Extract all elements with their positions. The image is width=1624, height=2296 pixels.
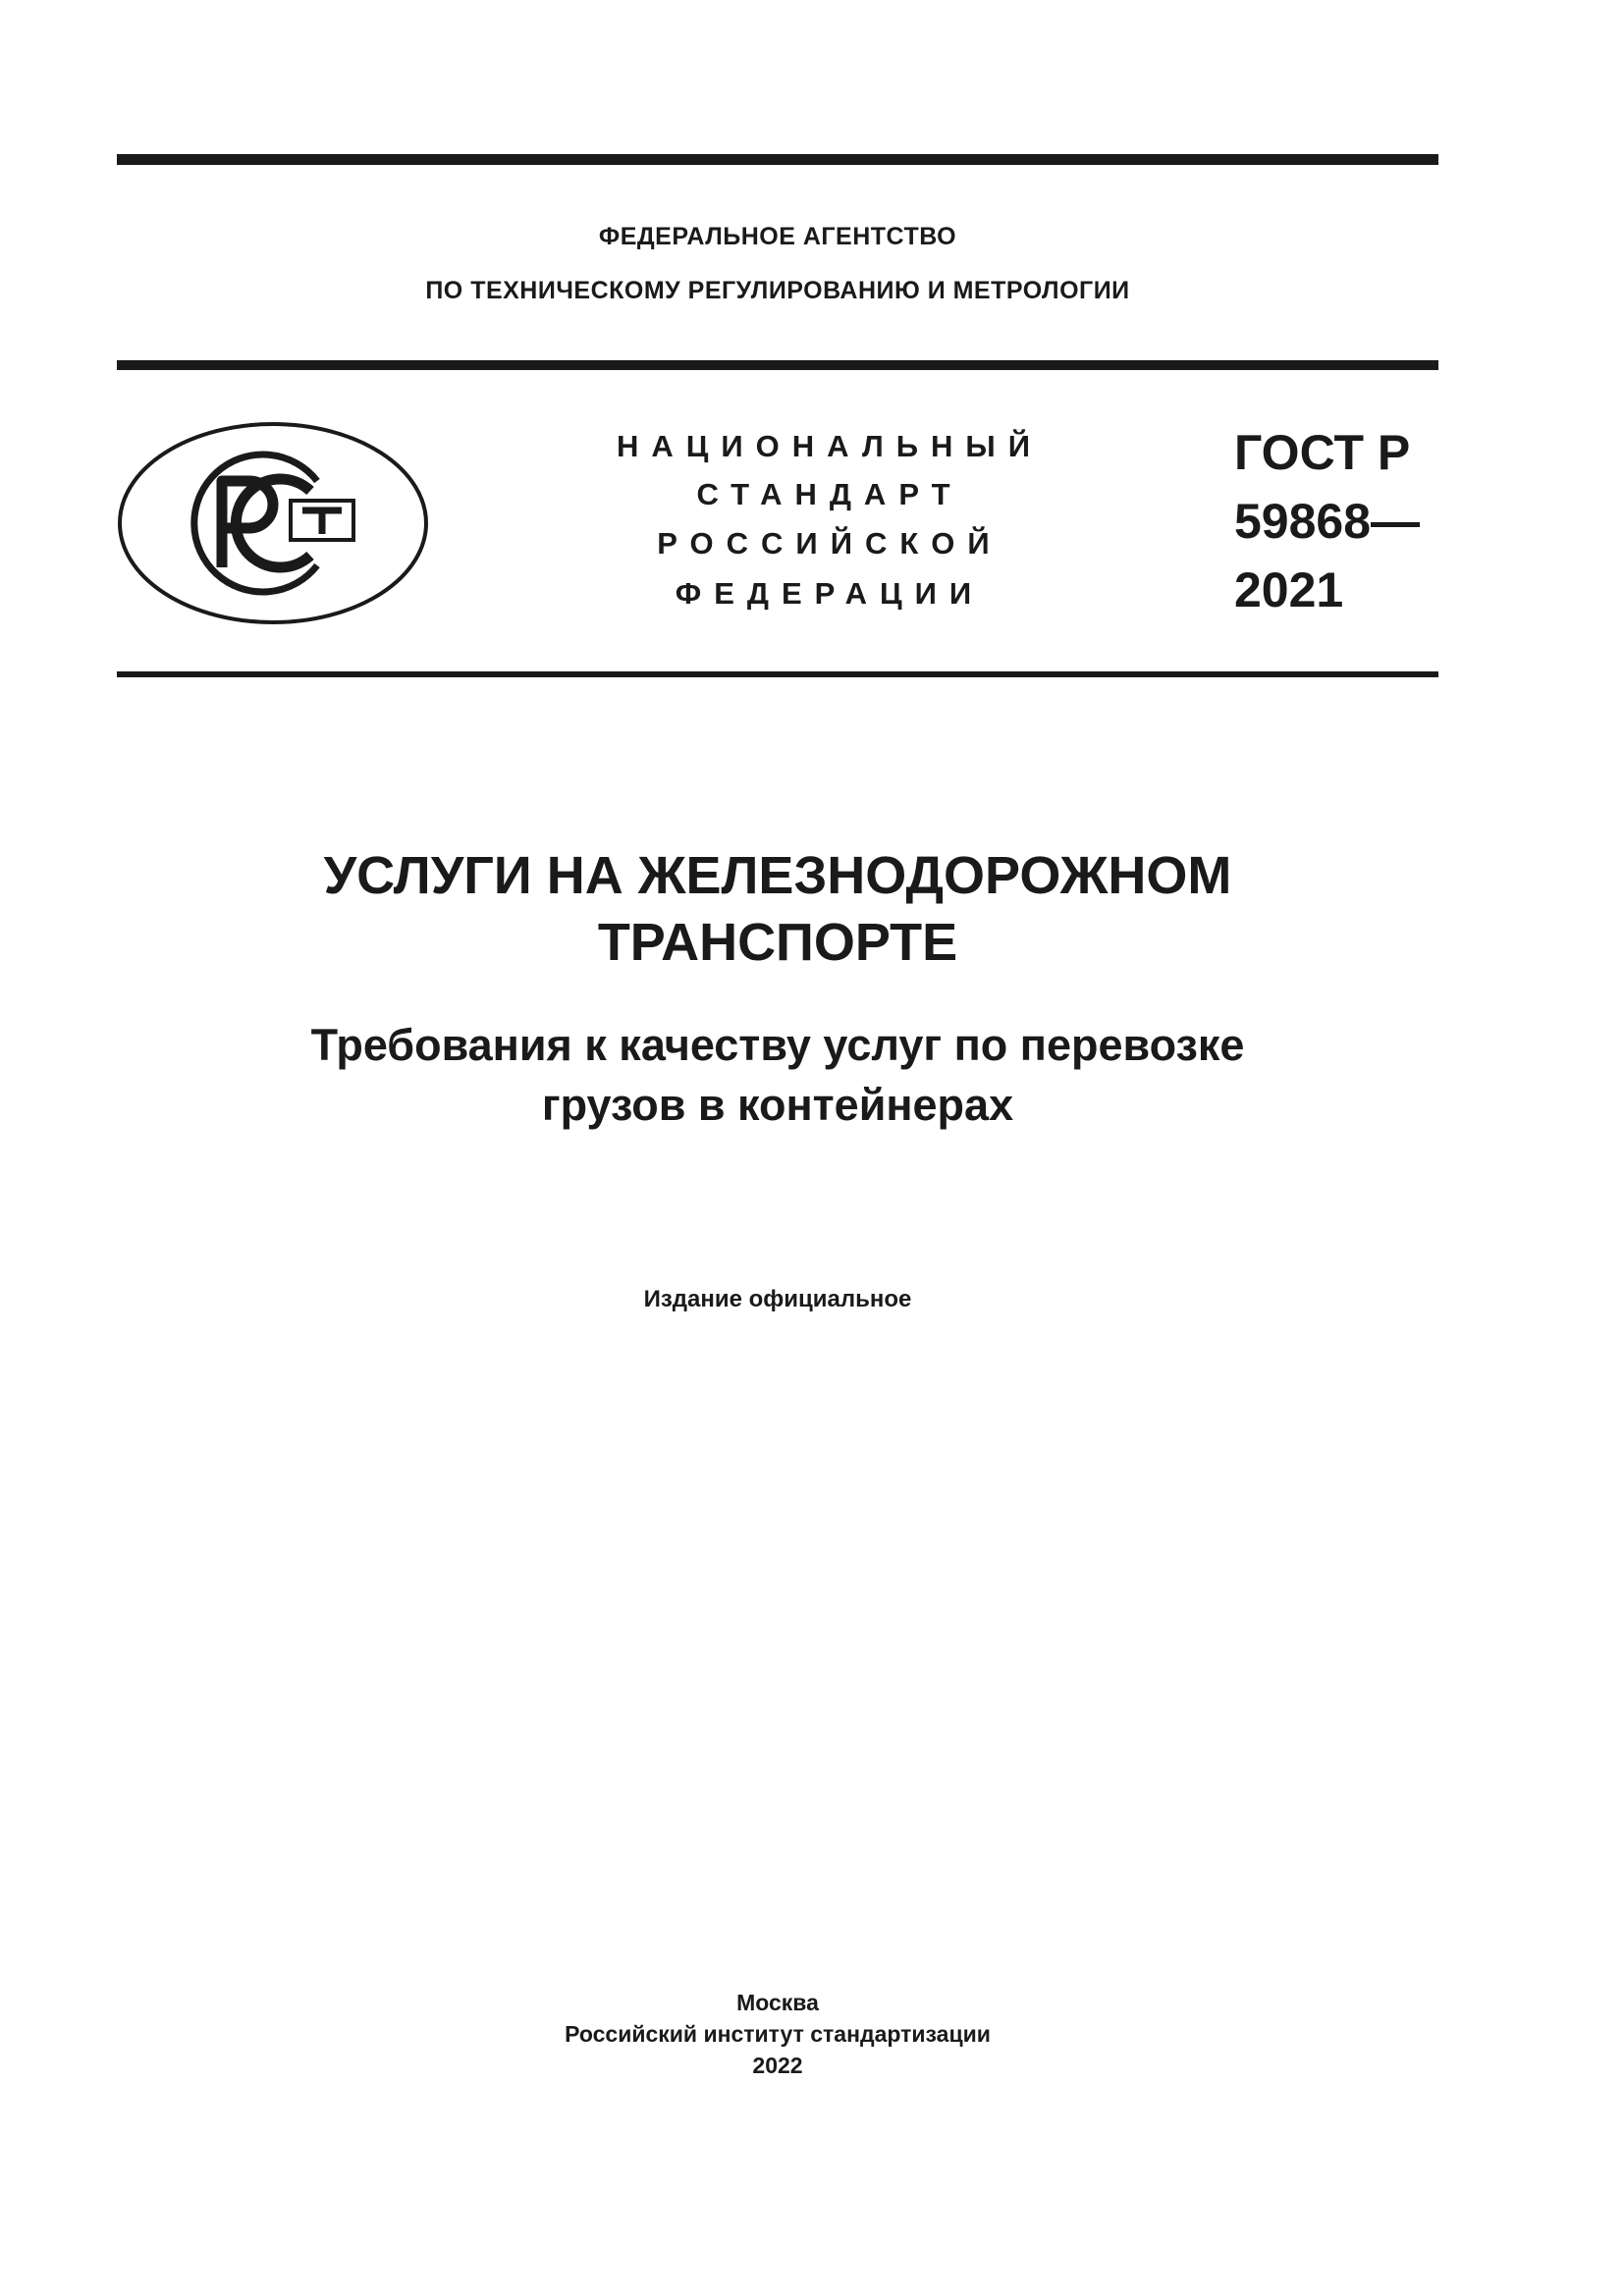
top-rule [117, 154, 1438, 165]
bottom-rule [117, 671, 1438, 677]
designation-line-3: 2021 [1234, 562, 1344, 617]
national-standard-line-1: НАЦИОНАЛЬНЫЙ [616, 429, 1044, 463]
agency-line-1: ФЕДЕРАЛЬНОЕ АГЕНТСТВО [598, 223, 957, 250]
designation-line-1: ГОСТ Р [1234, 425, 1411, 480]
national-standard-line-4: ФЕДЕРАЦИИ [675, 576, 985, 611]
middle-rule [117, 360, 1438, 370]
title-line-2: ТРАНСПОРТЕ [597, 913, 958, 972]
rst-logo [116, 420, 430, 626]
agency-line-2: ПО ТЕХНИЧЕСКОМУ РЕГУЛИРОВАНИЮ И МЕТРОЛОГИИ [425, 277, 1130, 304]
designation-line-2: 59868— [1234, 494, 1421, 549]
imprint-city: Москва [736, 1990, 819, 2015]
subtitle-line-2: грузов в контейнерах [541, 1080, 1014, 1130]
title-line-1: УСЛУГИ НА ЖЕЛЕЗНОДОРОЖНОМ [323, 846, 1232, 905]
national-standard-line-3: РОССИЙСКОЙ [657, 526, 1002, 561]
imprint-publisher: Российский институт стандартизации [565, 2021, 991, 2047]
national-standard-line-2: СТАНДАРТ [696, 477, 963, 511]
imprint-year: 2022 [752, 2053, 803, 2078]
edition-label: Издание официальное [643, 1286, 912, 1312]
rst-mark-icon [116, 420, 430, 626]
subtitle-line-1: Требования к качеству услуг по перевозке [310, 1020, 1245, 1070]
